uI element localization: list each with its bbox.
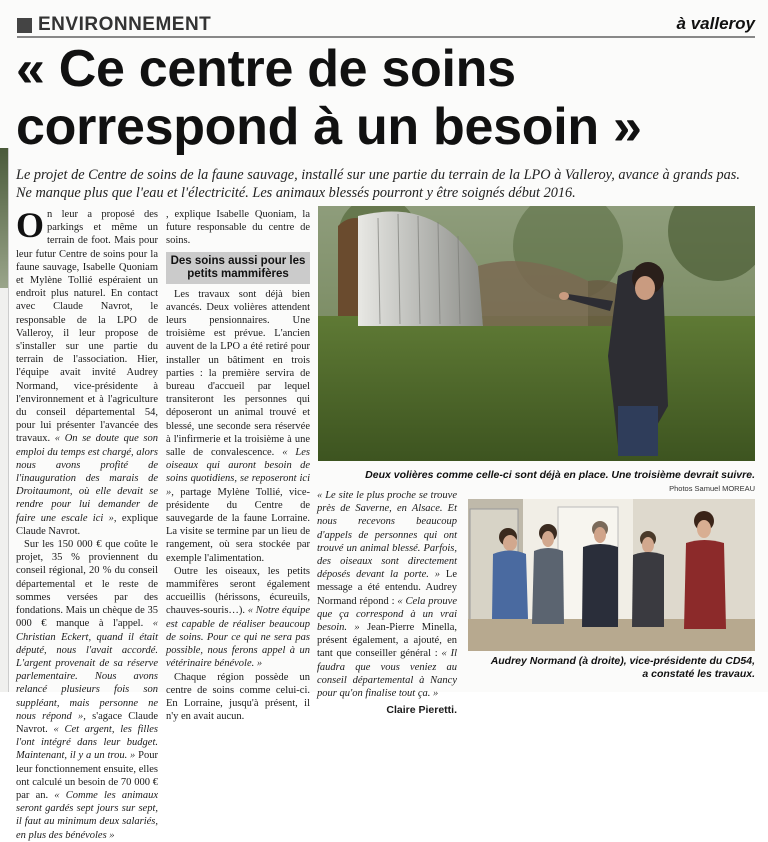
article-column-2 bbox=[166, 208, 310, 723]
rubric-square-icon bbox=[17, 18, 32, 33]
p5-text: Chaque région possède un centre de soins comme celui-ci. En Lorraine, jusqu'à présent, il n'y en avait aucun. bbox=[166, 671, 310, 723]
aviary-photo-illustration bbox=[318, 206, 755, 461]
headline: « Ce centre de soins correspond à un besoin » bbox=[16, 40, 642, 156]
adjacent-article-edge bbox=[0, 148, 9, 692]
visit-photo bbox=[468, 499, 755, 651]
visit-photo-illustration bbox=[468, 499, 755, 651]
p5-end: Le message a été entendu. Audrey Normand répond : bbox=[317, 569, 458, 607]
lead-paragraph: Le projet de Centre de soins de la faune sauvage, installé sur une partie du terrain de la LPO à Valleroy, avance à grands pas. Ne manque plus que l'eau et l'électricité. Les animaux blessés pourront y être soignés début 2016. bbox=[16, 167, 740, 201]
paragraph-2 bbox=[16, 538, 158, 842]
p4-text: Outre les oiseaux, les petits mammifères seront également accueillis (hérissons, écureuils, chauves-souris…). bbox=[166, 565, 310, 617]
paragraph-1 bbox=[16, 205, 158, 538]
photo-1-caption: Deux volières comme celle-ci sont déjà en place. Une troisième devrait suivre. bbox=[365, 469, 755, 481]
rubric-rule bbox=[17, 36, 755, 38]
p4-quote: « Notre équipe est capable de réaliser beaucoup de soins. Pour ce qui ne sera pas possible, nous ferons appel à un vétérinaire bénévole. » bbox=[166, 605, 310, 670]
photo-2-caption bbox=[470, 655, 755, 681]
paragraph-5-continued bbox=[317, 489, 457, 700]
paragraph-2-continued bbox=[166, 208, 310, 248]
section-rubric bbox=[17, 14, 211, 36]
photo-2-caption-line-2: a constaté les travaux. bbox=[642, 668, 755, 680]
article-column-1 bbox=[16, 205, 159, 842]
p5-end-2: Jean-Pierre Minella, présent également, a ajouté, en tant que conseiller général : bbox=[317, 622, 457, 660]
photo-2-caption-line-1: Audrey Normand (à droite), vice-présidente du CD54, bbox=[490, 655, 755, 667]
p1-text: n leur a proposé des parkings et même un terrain de foot. Mais pour leur futur Centre de soins pour la faune sauvage, Isabelle Quoniam et Mylène Tollié espéraient un endroit plus naturel. En contact avec Claude Navrot, le responsable de la LPO de Valleroy, il leur propose de s'installer sur une partie du terrain de l'association. Hier, l'équipe avait invité Audrey Normand, vice-présidente à l'environnement et à l'agriculture du conseil départemental 54, pour lui présenter l'avancée des travaux. bbox=[16, 209, 158, 445]
article-column-3 bbox=[317, 489, 457, 716]
p2-end-2: , explique Isabelle Quoniam, la future responsable du centre de soins. bbox=[166, 209, 310, 247]
paragraph-4 bbox=[166, 565, 310, 671]
aviary-photo bbox=[318, 206, 755, 461]
p1-end: , explique Claude Navrot. bbox=[16, 512, 158, 537]
author-signature: Claire Pieretti. bbox=[386, 704, 457, 717]
photo-credit: Photos Samuel MOREAU bbox=[669, 484, 755, 493]
p3-end: , partage Mylène Tollié, vice-présidente du Centre de sauvegarde de la faune Lorraine. La visite se termine par un lieu de rangement, où sera stockée par exemple l'alimentation. bbox=[166, 486, 310, 564]
rubric-label: ENVIRONNEMENT bbox=[38, 14, 212, 35]
p2-quote: « Christian Eckert, quand il était député, nous l'avait accordé. L'argent provenait de sa réserve parlementaire. Nous avons relancé plusieurs fois son suppléant, mais personne ne nous répond » bbox=[16, 618, 159, 722]
p3-text: Les travaux sont déjà bien avancés. Deux volières attendent leurs pensionnaires. Une troisième est prévue. L'ancien auvent de la LPO a été retiré pour installer un bâtiment en trois parties : la première servira de bureau d'accueil par lequel transiteront les personnes qui déposeront un animal trouvé et blessé, une seconde sera réservée à l'infirmerie et la troisième à une salle de convalescence. bbox=[166, 288, 310, 459]
p5-quote-2: « Cela prouve que ça correspond à un vrai besoin. » bbox=[317, 595, 457, 634]
p5-quote: « Le site le plus proche se trouve près de Saverne, en Alsace. Et nous recevons beaucoup d'appels de personnes qui ont trouvé un animal blessé. Parfois, des oiseaux sont directement déposés devant la porte. » bbox=[317, 490, 457, 581]
adjacent-photo-edge bbox=[0, 148, 8, 288]
p2-text: Sur les 150 000 € que coûte le projet, 35 % proviennent du conseil régional, 20 % du conseil départemental et le reste de sommes versées par des fondations. Mais un chèque de 35 000 € manque à l'appel. bbox=[16, 539, 158, 630]
locality-label: à valleroy bbox=[676, 14, 755, 33]
intertitle: Des soins aussi pour les petits mammifères bbox=[166, 252, 310, 284]
p2-quote-3: « Comme les animaux seront gardés sept jours sur sept, il faut au minimum deux salariés, en plus des bénévoles » bbox=[16, 789, 158, 841]
paragraph-3 bbox=[166, 288, 310, 565]
paragraph-5 bbox=[166, 671, 310, 724]
p5-quote-3: « Il faudra que vous veniez au conseil départemental à Nancy pour qu'on finalise tout ça. » bbox=[317, 648, 457, 700]
p3-quote: « Les oiseaux qui auront besoin de soins quotidiens, se reposeront ici » bbox=[166, 447, 310, 498]
drop-cap: O bbox=[16, 205, 45, 245]
p2-end: Pour leur fonctionnement ensuite, elles ont calculé un besoin de 70 000 € par an. bbox=[16, 750, 158, 801]
p2-mid: , s'agace Claude Navrot. bbox=[16, 710, 158, 735]
p1-quote: « On se doute que son emploi du temps est chargé, alors nous avons profité de l'inauguration des marais de Droitaumont, où elle devait se rendre pour lui demander de faire une escale ici » bbox=[16, 433, 158, 524]
p2-quote-2: « Cet argent, les filles l'ont intégré dans leur budget. Maintenant, il y a un trou. » bbox=[16, 723, 158, 762]
